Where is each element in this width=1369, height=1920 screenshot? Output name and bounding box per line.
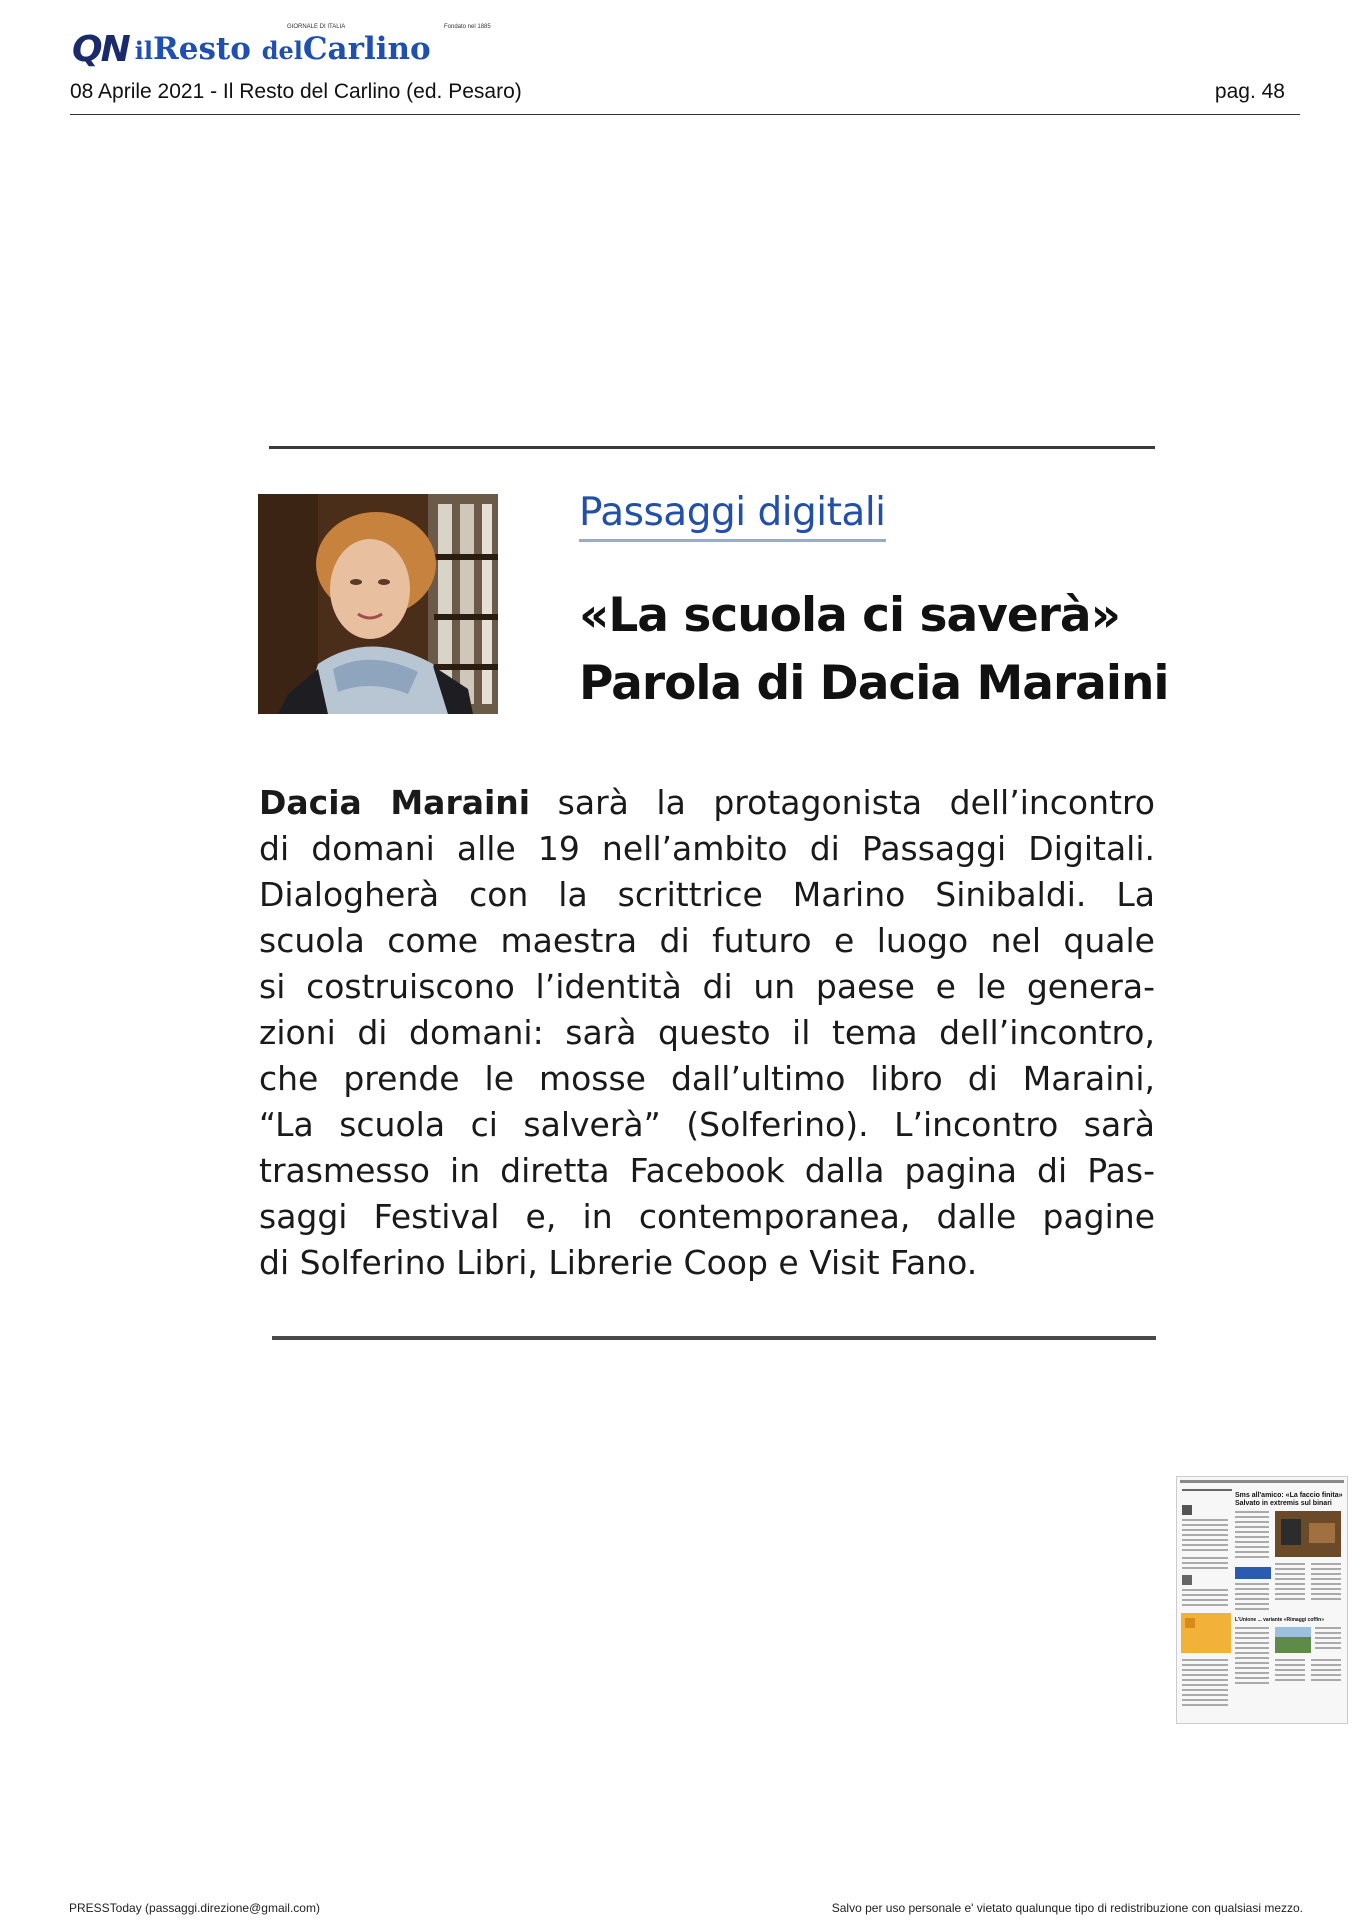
logo-founded: Fondato nel 1885 <box>444 24 491 30</box>
headline-line: «La scuola ci saverà» <box>579 588 1120 643</box>
footer-credit: PRESSToday (passaggi.direzione@gmail.com) <box>69 1901 320 1915</box>
logo-name <box>135 31 431 67</box>
logo-il: il <box>134 36 153 65</box>
newspaper-logo <box>72 24 491 72</box>
body-line: scuola come maestra di futuro e luogo nel quale <box>259 921 1155 960</box>
body-line: saggi Festival e, in contemporanea, dalle pagine <box>259 1197 1155 1236</box>
article-body <box>259 780 1155 1286</box>
article-kicker: Passaggi digitali <box>579 490 886 542</box>
thumb-headline-b: Salvato in extremis sul binari <box>1235 1500 1332 1507</box>
page-number: pag. 48 <box>1214 80 1285 103</box>
header-divider <box>70 114 1300 115</box>
author-photo <box>258 494 498 714</box>
body-line: si costruiscono l’identità di un paese e le genera- <box>259 967 1155 1006</box>
thumb-headline-a: Sms all'amico: «La faccio finita» <box>1235 1492 1343 1499</box>
logo-del: del <box>261 36 303 65</box>
body-line: che prende le mosse dall’ultimo libro di Maraini, <box>259 1059 1155 1098</box>
logo-qn: QN <box>72 28 129 70</box>
body-line: “La scuola ci salverà” (Solferino). L’incontro sarà <box>259 1105 1155 1144</box>
thumbnail-image <box>1177 1477 1347 1723</box>
portrait-image <box>258 494 498 714</box>
body-text: sarà la protagonista dell’incontro <box>530 783 1155 822</box>
article-headline <box>579 582 1169 718</box>
source-line: 08 Aprile 2021 - Il Resto del Carlino (ed. Pesaro) <box>70 80 522 103</box>
page-thumbnail <box>1176 1476 1348 1724</box>
logo-resto: Resto <box>152 31 251 67</box>
body-line: Dialogherà con la scrittrice Marino Sinibaldi. La <box>259 875 1155 914</box>
body-line: zioni di domani: sarà questo il tema dell’incontro, <box>259 1013 1155 1052</box>
logo-carlino: Carlino <box>302 31 431 67</box>
lead-name: Dacia Maraini <box>259 783 531 822</box>
footer-disclaimer: Salvo per uso personale e' vietato qualunque tipo di redistribuzione con qualsiasi mezzo. <box>831 1901 1303 1915</box>
logo-tagline: GIORNALE DI ITALIA <box>287 24 346 30</box>
article-top-rule <box>269 446 1155 449</box>
body-line <box>259 780 1155 826</box>
body-line: di domani alle 19 nell’ambito di Passaggi Digitali. <box>259 829 1155 868</box>
article-bottom-rule <box>272 1336 1156 1340</box>
thumb-headline-c: L'Unione ... variante «Rimaggi coffin» <box>1235 1617 1324 1623</box>
body-line: di Solferino Libri, Librerie Coop e Visit Fano. <box>259 1243 978 1282</box>
body-line: trasmesso in diretta Facebook dalla pagina di Pas- <box>259 1151 1155 1190</box>
headline-line: Parola di Dacia Maraini <box>579 656 1169 711</box>
